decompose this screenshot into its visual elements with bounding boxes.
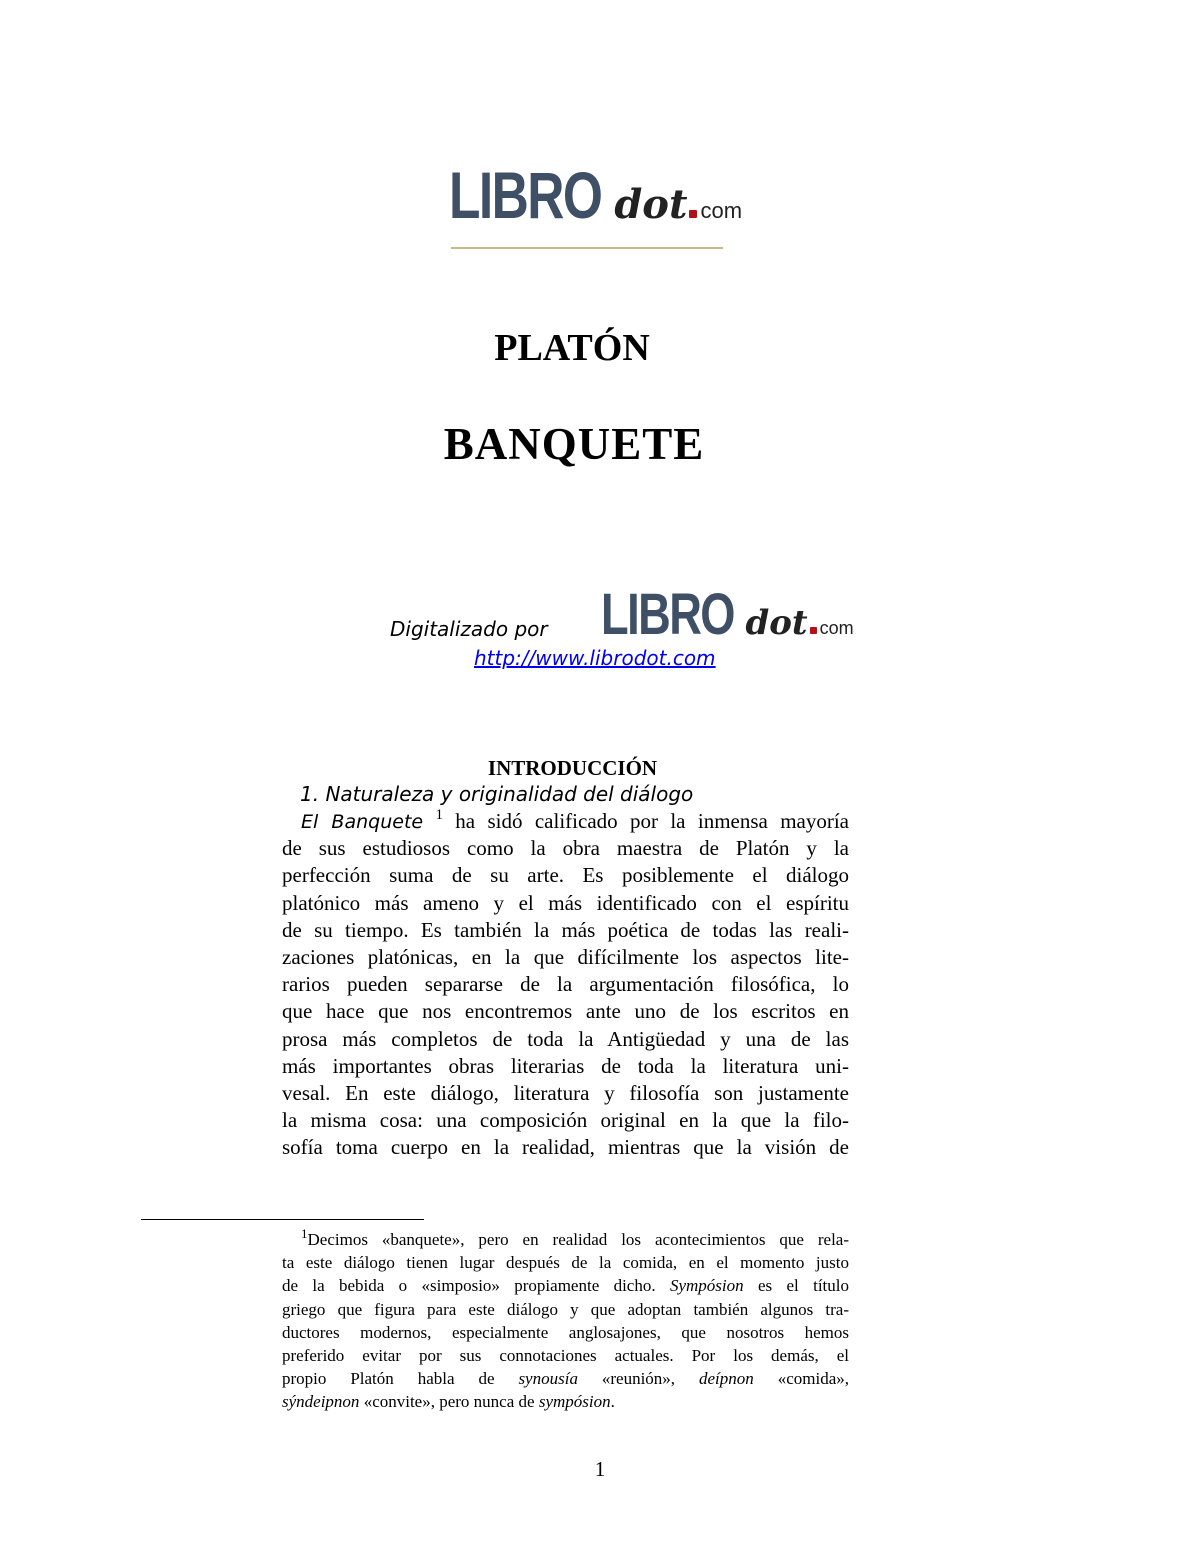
footnote-line: preferido evitar por sus connotaciones actuales. Por los demás, el — [282, 1345, 849, 1365]
section-heading: 1. Naturaleza y originalidad del diálogo — [300, 782, 694, 806]
body-line: platónico más ameno y el más identificado con el espíritu — [282, 890, 849, 915]
body-line: zaciones platónicas, en la que difícilmente los aspectos lite- — [282, 944, 849, 969]
footnote-term: synousía — [518, 1369, 578, 1389]
logo-red-dot-icon — [810, 627, 817, 634]
footnote-text: «convite», pero nunca de — [359, 1392, 539, 1412]
footnote — [282, 1228, 849, 1414]
footnote-line — [282, 1367, 849, 1390]
body-line: rarios pueden separarse de la argumentación filosófica, lo — [282, 972, 849, 997]
body-line: más importantes obras literarias de toda la literatura uni- — [282, 1053, 849, 1078]
footnote-term: sýndeipnon — [282, 1392, 360, 1412]
body-line: la misma cosa: una composición original en la que la filo- — [282, 1108, 849, 1133]
body-line: perfección suma de su arte. Es posiblemente el diálogo — [282, 863, 849, 888]
footnote-text: «comida», — [753, 1369, 849, 1389]
work-title: El Banquete — [301, 811, 424, 833]
logo-com-text: com — [819, 618, 854, 638]
librodot-logo — [449, 160, 742, 230]
body-line: de su tiempo. Es también la más poética de todas las reali- — [282, 917, 849, 942]
logo-dot-text: dot — [614, 181, 688, 228]
body-line: sofía toma cuerpo en la realidad, mientras que la visión de — [282, 1135, 849, 1160]
footnote-number: 1 — [301, 1226, 308, 1241]
body-line: de sus estudiosos como la obra maestra de Platón y la — [282, 836, 849, 861]
book-title: BANQUETE — [443, 419, 705, 469]
footnote-line: griego que figura para este diálogo y que adoptan también algunos tra- — [282, 1299, 849, 1319]
footnote-term: deípnon — [698, 1369, 754, 1389]
logo-dot-text: dot — [745, 603, 808, 643]
footnote-line: ductores modernos, especialmente anglosajones, que nosotros hemos — [282, 1322, 849, 1342]
footnote-term: sympósion — [538, 1392, 611, 1412]
footnote-line — [282, 1390, 849, 1413]
librodot-link[interactable]: http://www.librodot.com — [474, 646, 716, 670]
introduction-heading: INTRODUCCIÓN — [487, 756, 658, 780]
body-line: vesal. En este diálogo, literatura y filosofía son justamente — [282, 1080, 849, 1105]
logo-com-text: com — [700, 198, 743, 223]
body-line — [282, 808, 849, 835]
body-line-text: ha sidó calificado por la inmensa mayoría — [442, 809, 849, 833]
logo-libro-text: LIBRO — [601, 582, 734, 647]
footnote-line — [282, 1274, 849, 1297]
footnote-text: de la bebida o «simposio» propiamente dicho. — [282, 1276, 670, 1296]
footnote-text: propio Platón habla de — [282, 1369, 519, 1389]
logo-red-dot-icon — [689, 210, 697, 218]
body-paragraph — [282, 808, 849, 1161]
page-number: 1 — [594, 1457, 606, 1481]
logo-underline — [451, 247, 723, 249]
footnote-text: Decimos «banquete», pero en realidad los acontecimientos que rela- — [307, 1230, 849, 1249]
footnote-term: Sympósion — [669, 1276, 744, 1296]
footnote-line: ta este diálogo tienen lugar después de la comida, en el momento justo — [282, 1253, 849, 1273]
logo-libro-text: LIBRO — [449, 158, 602, 232]
body-line: que hace que nos encontremos ante uno de los escritos en — [282, 999, 849, 1024]
author-name: PLATÓN — [494, 327, 650, 369]
body-line: prosa más completos de toda la Antigüedad y una de las — [282, 1026, 849, 1051]
digitized-by-label: Digitalizado por — [390, 617, 548, 641]
footnote-text: «reunión», — [577, 1369, 699, 1389]
footnote-separator — [141, 1219, 424, 1220]
footnote-line — [282, 1228, 849, 1251]
librodot-logo-credit — [601, 582, 854, 647]
footnote-text: es el título — [743, 1276, 850, 1296]
footnote-text: . — [610, 1392, 615, 1412]
footnote-reference[interactable]: 1 — [435, 807, 443, 823]
